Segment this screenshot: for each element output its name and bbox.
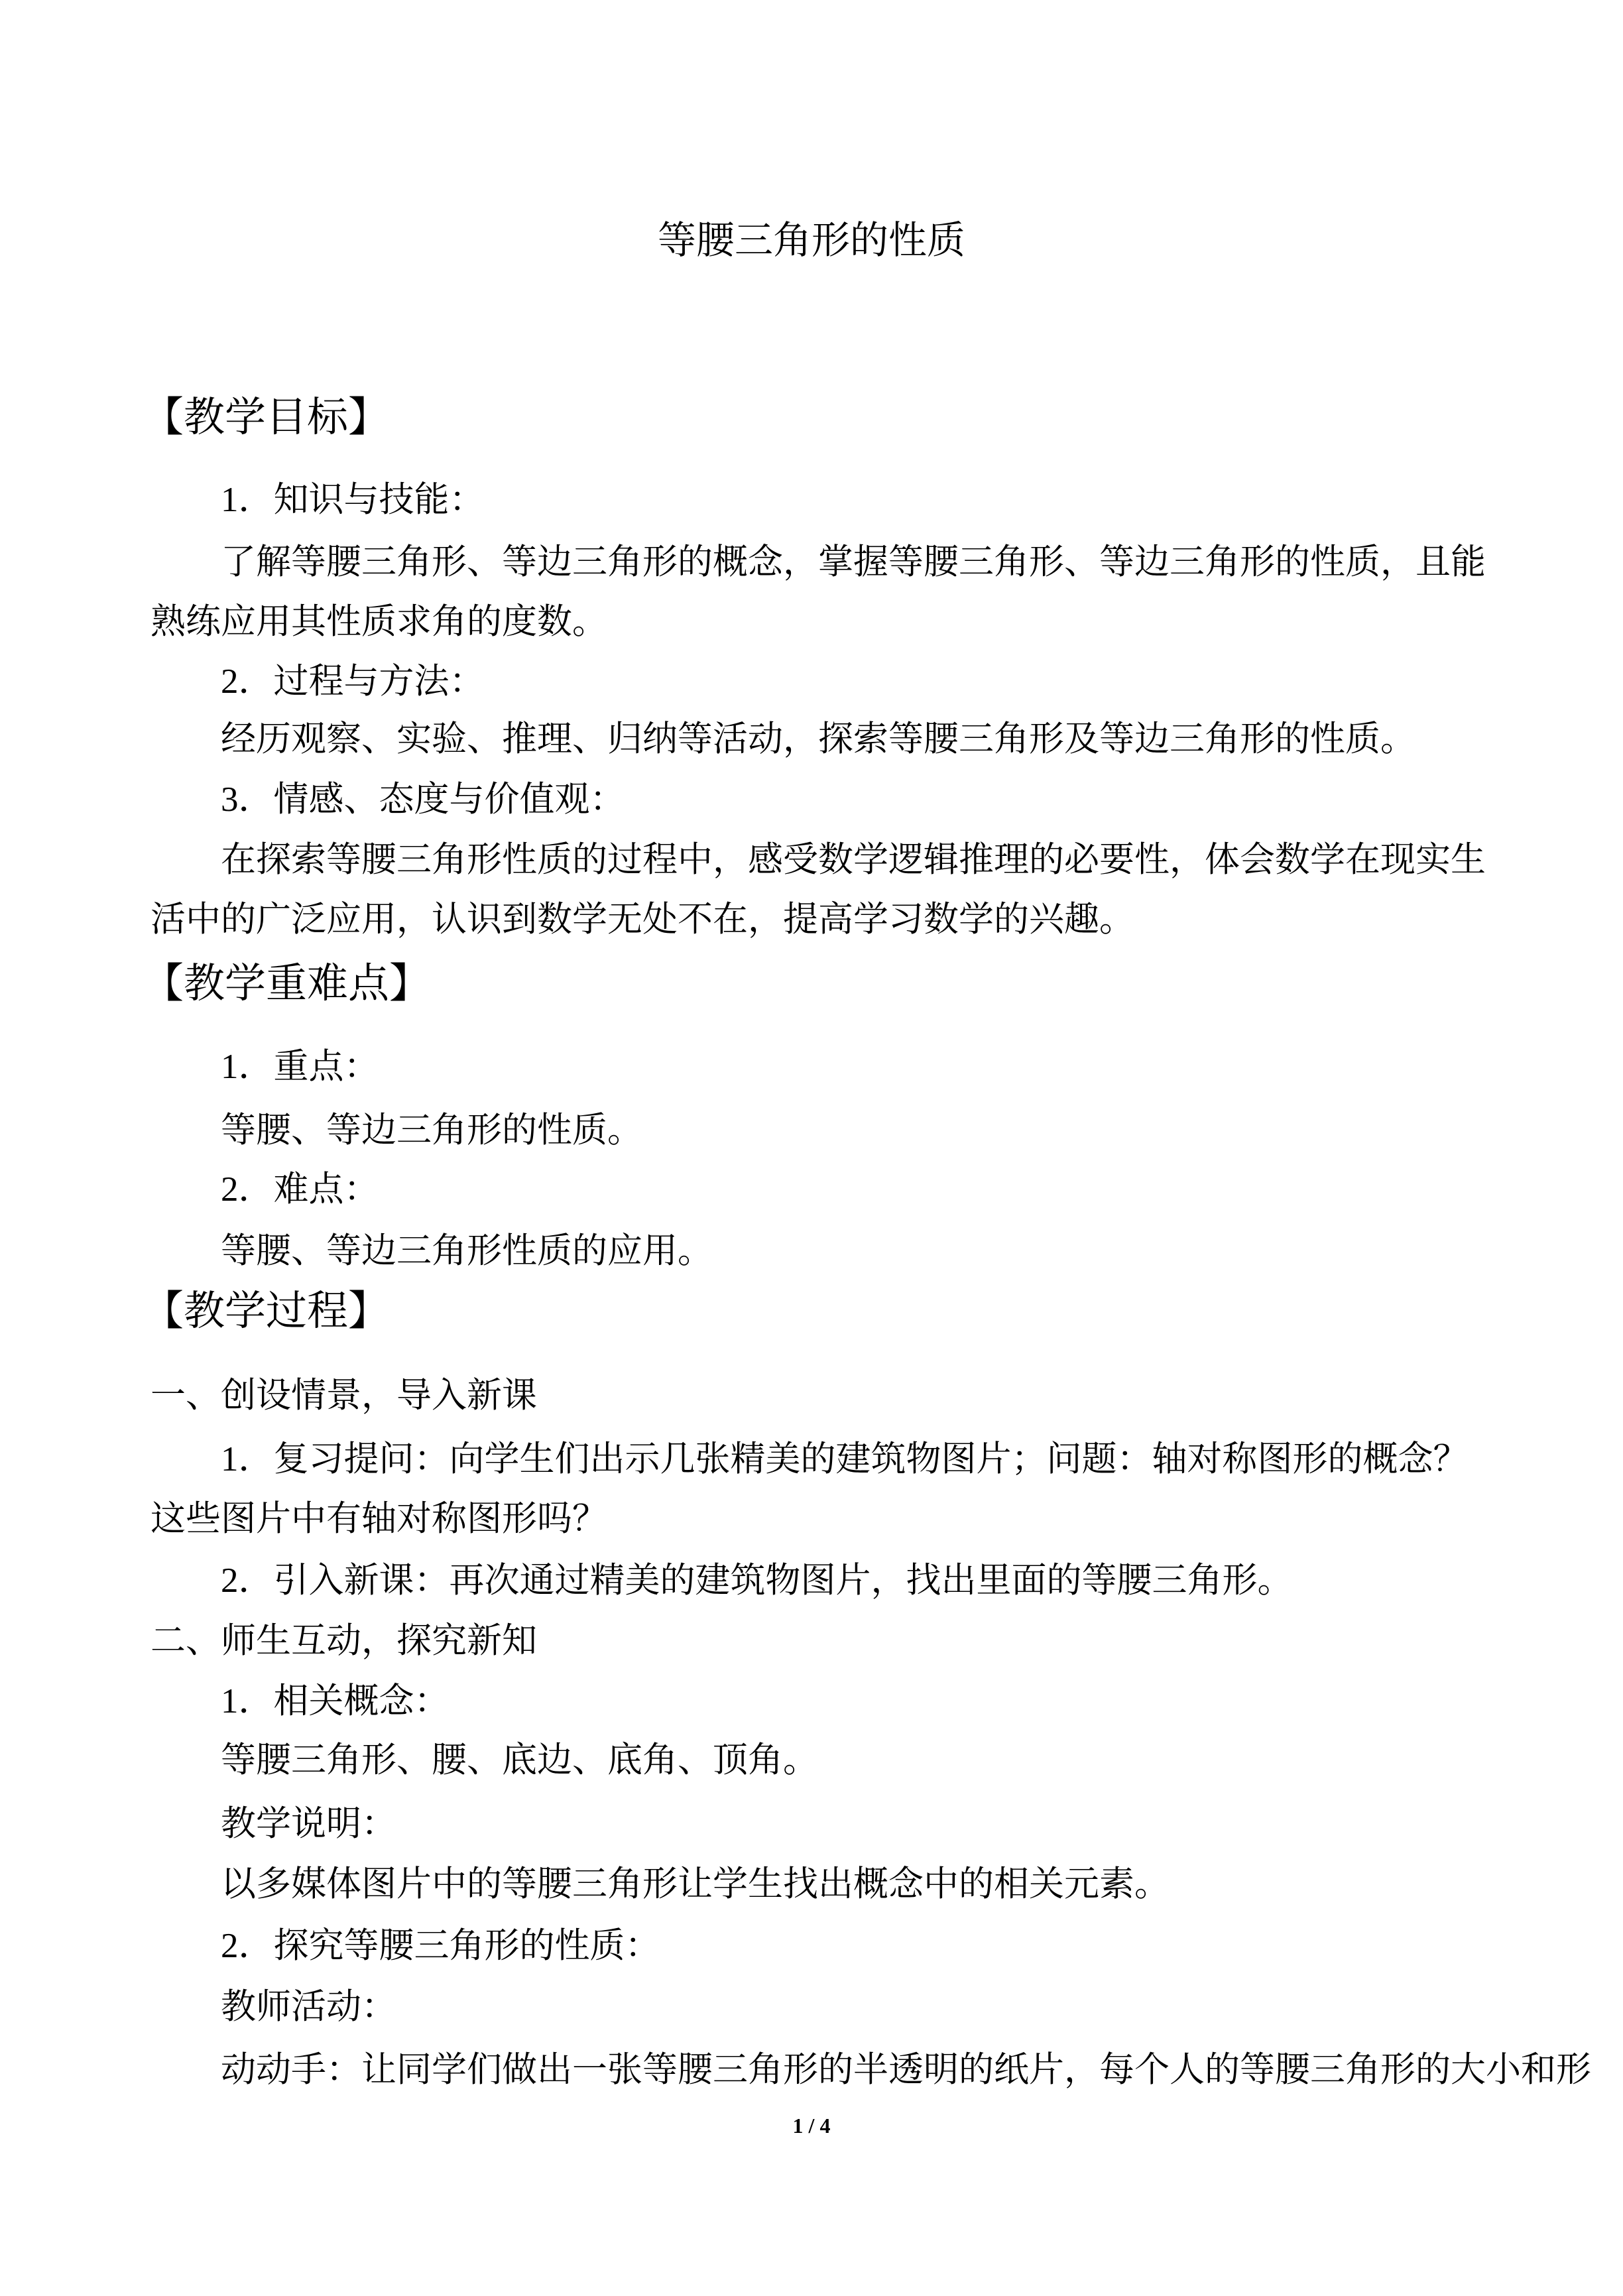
paragraph: 经历观察、实验、推理、归纳等活动，探索等腰三角形及等边三角形的性质。 xyxy=(221,720,1415,758)
paragraph: 1．相关概念： xyxy=(221,1682,450,1721)
paragraph: 2．难点： xyxy=(221,1170,379,1209)
paragraph: 以多媒体图片中的等腰三角形让学生找出概念中的相关元素。 xyxy=(221,1865,1170,1903)
paragraph: 教师活动： xyxy=(221,1988,396,2026)
heading-process: 【教学过程】 xyxy=(143,1289,390,1334)
paragraph: 在探索等腰三角形性质的过程中，感受数学逻辑推理的必要性，体会数学在现实生活中的广泛应用，认识到数学无处不在，提高学习数学的兴趣。 xyxy=(150,841,1486,939)
paragraph: 等腰、等边三角形性质的应用。 xyxy=(221,1232,713,1270)
paragraph: 等腰、等边三角形的性质。 xyxy=(221,1111,642,1150)
paragraph: 1．重点： xyxy=(221,1048,379,1086)
paragraph: 2．过程与方法： xyxy=(221,662,485,701)
paragraph: 动动手：让同学们做出一张等腰三角形的半透明的纸片，每个人的等腰三角形的大小和形 xyxy=(221,2051,1591,2089)
paragraph: 了解等腰三角形、等边三角形的概念，掌握等腰三角形、等边三角形的性质，且能熟练应用其性质求角的度数。 xyxy=(150,543,1486,641)
paragraph: 2．引入新课：再次通过精美的建筑物图片，找出里面的等腰三角形。 xyxy=(221,1561,1293,1600)
section-heading: 二、师生互动，探究新知 xyxy=(150,1622,537,1660)
paragraph: 2．探究等腰三角形的性质： xyxy=(221,1927,660,1965)
paragraph: 等腰三角形、腰、底边、底角、顶角。 xyxy=(221,1741,818,1780)
page-number: 1 / 4 xyxy=(792,2114,831,2138)
section-heading: 一、创设情景，导入新课 xyxy=(150,1376,537,1415)
paragraph: 教学说明： xyxy=(221,1805,396,1843)
paragraph: 1．复习提问：向学生们出示几张精美的建筑物图片；问题：轴对称图形的概念？这些图片中有轴对称图形吗？ xyxy=(150,1440,1469,1538)
paragraph: 3．情感、态度与价值观： xyxy=(221,780,625,819)
document-title: 等腰三角形的性质 xyxy=(657,219,965,262)
heading-key-points: 【教学重难点】 xyxy=(143,961,431,1006)
paragraph: 1．知识与技能： xyxy=(221,481,485,519)
heading-objectives: 【教学目标】 xyxy=(143,395,390,440)
